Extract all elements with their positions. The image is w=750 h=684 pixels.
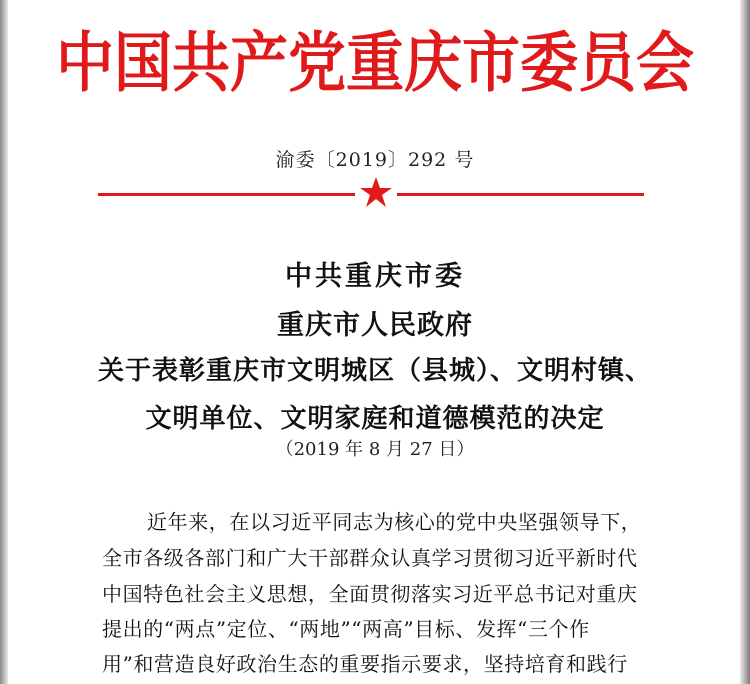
body-line: 中国特色社会主义思想，全面贯彻落实习近平总书记对重庆	[102, 582, 638, 606]
red-rule-right	[397, 193, 644, 196]
body-line: 近年来，在以习近平同志为核心的党中央坚强领导下，	[147, 510, 642, 534]
issuer-header: 中国共产党重庆市委员会	[55, 24, 694, 101]
title-line-3: 关于表彰重庆市文明城区（县城）、文明村镇、	[97, 356, 652, 386]
red-rule-left	[98, 193, 355, 196]
red-star-icon	[359, 175, 393, 209]
document-date: （2019 年 8 月 27 日）	[275, 439, 475, 460]
body-line: 提出的“两点”定位、“两地”“两高”目标、发挥“三个作	[102, 617, 590, 641]
title-line-1: 中共重庆市委	[285, 261, 465, 292]
title-line-2: 重庆市人民政府	[277, 310, 473, 341]
body-line: 全市各级各部门和广大干部群众认真学习贯彻习近平新时代	[102, 546, 638, 570]
document-number: 渝委〔2019〕292 号	[275, 149, 475, 171]
body-line: 用”和营造良好政治生态的重要指示要求，坚持培育和践行	[102, 652, 628, 676]
title-line-4: 文明单位、文明家庭和道德模范的决定	[145, 404, 605, 434]
